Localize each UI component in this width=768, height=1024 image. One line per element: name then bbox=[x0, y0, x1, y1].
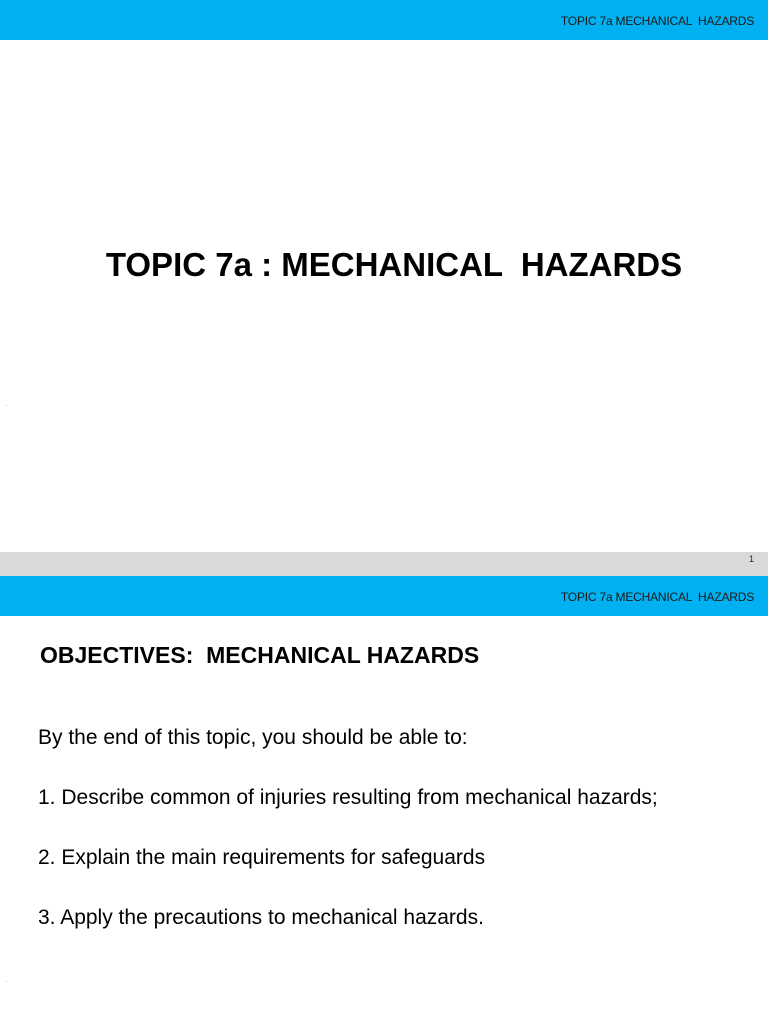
slide-header-text: TOPIC 7a MECHANICAL HAZARDS bbox=[560, 14, 754, 28]
page-number: 1 bbox=[748, 554, 754, 564]
objective-item: 3. Apply the precautions to mechanical hazards. bbox=[38, 906, 484, 929]
objectives-title: OBJECTIVES: MECHANICAL HAZARDS bbox=[40, 642, 480, 668]
slide-marker: . bbox=[6, 402, 8, 408]
slide-header-text: TOPIC 7a MECHANICAL HAZARDS bbox=[560, 590, 754, 604]
slide-title: TOPIC 7a : MECHANICAL HAZARDS bbox=[105, 246, 683, 283]
slide-marker: . bbox=[6, 978, 8, 984]
objective-item: 2. Explain the main requirements for safeguards bbox=[38, 846, 486, 869]
page-gutter bbox=[0, 552, 768, 576]
objective-item: 1. Describe common of injuries resulting from mechanical hazards; bbox=[38, 786, 658, 809]
slide-2 bbox=[0, 576, 768, 1024]
slide-header-bar bbox=[0, 0, 768, 40]
objectives-intro: By the end of this topic, you should be able to: bbox=[38, 726, 468, 749]
slide-header-bar bbox=[0, 576, 768, 616]
